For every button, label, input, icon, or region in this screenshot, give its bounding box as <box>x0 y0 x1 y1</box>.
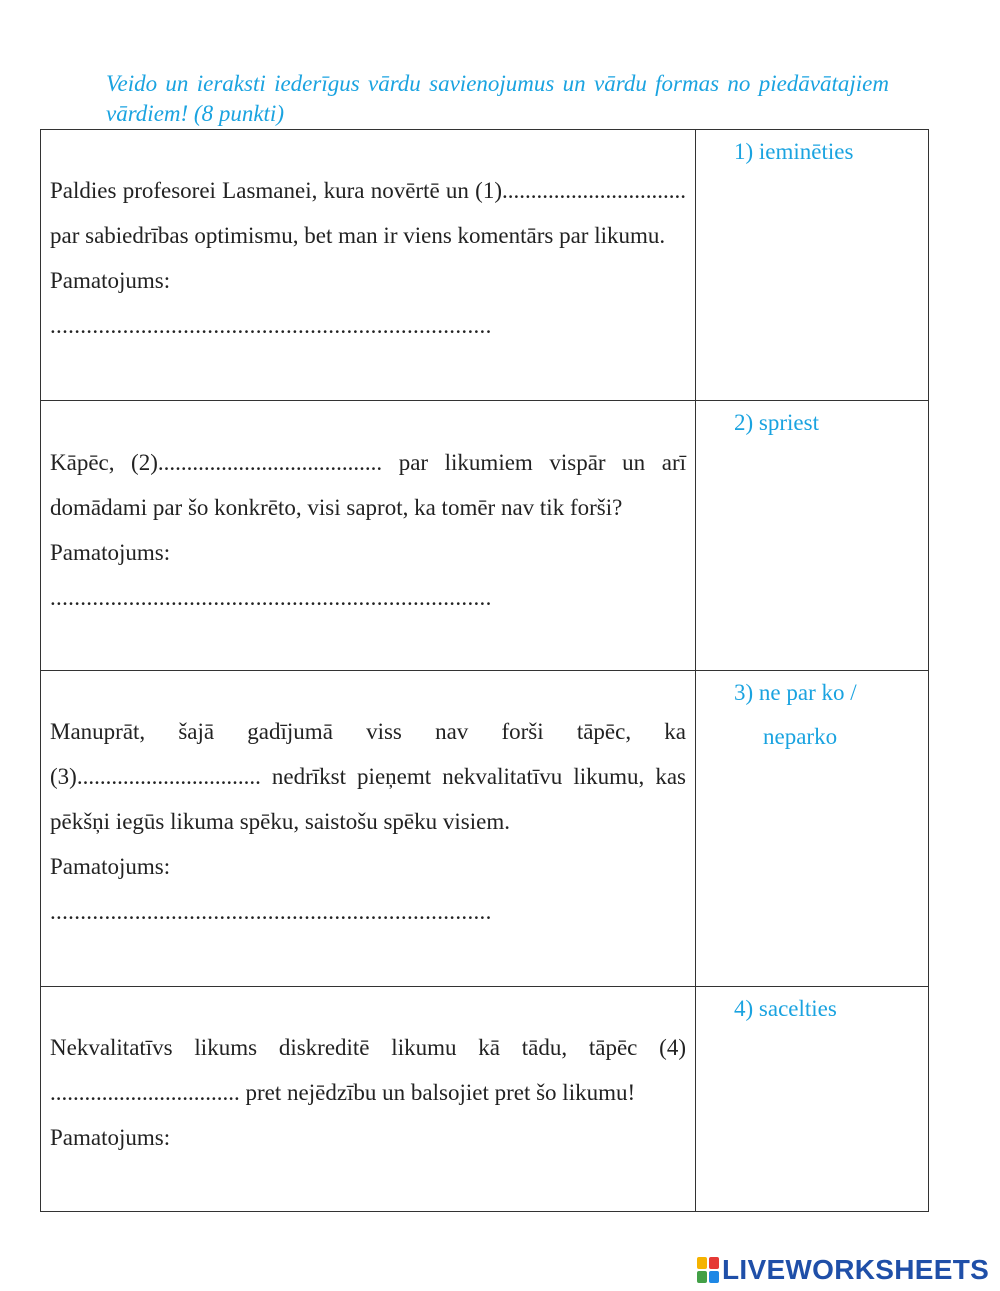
option-cell <box>696 130 929 401</box>
sentence-cell <box>41 401 696 671</box>
justification-label: Pamatojums: <box>50 540 171 565</box>
logo-icon <box>697 1257 719 1283</box>
table-row <box>41 987 929 1212</box>
word-option: 3) ne par ko / neparko <box>734 680 857 749</box>
word-option: 1) ieminēties <box>734 139 854 164</box>
sentence-text: Manuprāt, šajā gadījumā viss nav forši tāpēc, ka (3)................................ nedrīkst pieņemt nekvalitatīvu likumu, kas pēkšņi iegūs likuma spēku, saistošu spēku visiem. <box>50 719 686 834</box>
table-row <box>41 130 929 401</box>
answer-line[interactable]: ......................................................................... <box>50 899 492 924</box>
option-cell <box>696 671 929 987</box>
answer-line[interactable]: ......................................................................... <box>50 313 492 338</box>
word-option: 2) spriest <box>734 410 819 435</box>
justification-label: Pamatojums: <box>50 854 171 879</box>
watermark-text: LIVEWORKSHEETS <box>722 1254 990 1285</box>
exercise-table <box>40 129 929 1212</box>
justification-label: Pamatojums: <box>50 268 171 293</box>
option-cell <box>696 401 929 671</box>
sentence-text: Paldies profesorei Lasmanei, kura novērtē un (1)................................ par sabiedrības optimismu, bet man ir viens komentārs par likumu. <box>50 178 686 248</box>
sentence-cell <box>41 987 696 1212</box>
liveworksheets-logo <box>697 1253 989 1287</box>
sentence-cell <box>41 671 696 987</box>
sentence-cell <box>41 130 696 401</box>
instruction-text: Veido un ieraksti iederīgus vārdu savienojumus un vārdu formas no piedāvātajiem vārdiem! (8 punkti) <box>106 71 889 126</box>
option-cell <box>696 987 929 1212</box>
sentence-text: Kāpēc, (2)....................................... par likumiem vispār un arī domādami par šo konkrēto, visi saprot, ka tomēr nav tik forši? <box>50 450 686 520</box>
table-row <box>41 401 929 671</box>
answer-line[interactable]: ......................................................................... <box>50 585 492 610</box>
word-option: 4) sacelties <box>734 996 837 1021</box>
table-row <box>41 671 929 987</box>
justification-label: Pamatojums: <box>50 1125 171 1150</box>
sentence-text: Nekvalitatīvs likums diskreditē likumu kā tādu, tāpēc (4) ................................. pret nejēdzību un balsojiet pret šo likumu! <box>50 1035 686 1105</box>
